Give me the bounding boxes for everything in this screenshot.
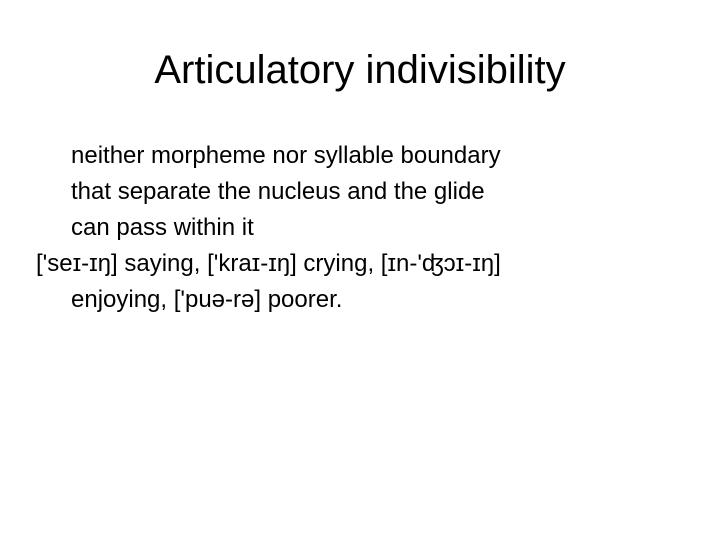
paragraph-line: that separate the nucleus and the glide bbox=[71, 178, 485, 205]
examples-paragraph bbox=[0, 246, 691, 318]
slide-body bbox=[0, 138, 720, 318]
paragraph-line: enjoying, ['puə-rə] poorer. bbox=[71, 286, 343, 313]
definition-paragraph bbox=[0, 138, 671, 246]
paragraph-line: ['seɪ-ɪŋ] saying, ['kraɪ-ɪŋ] crying, [ɪn-'ʤɔɪ-ɪŋ] bbox=[36, 250, 501, 277]
paragraph-line: neither morpheme nor syllable boundary bbox=[71, 142, 501, 169]
paragraph-line: can pass within it bbox=[71, 214, 254, 241]
slide-title: Articulatory indivisibility bbox=[154, 48, 566, 92]
